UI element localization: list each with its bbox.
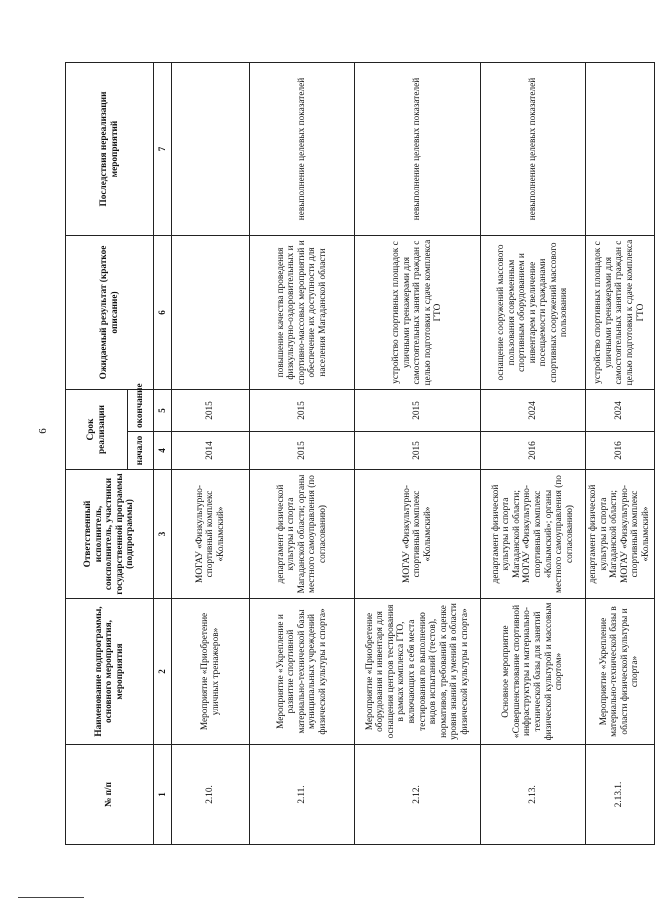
rotated-table-container bbox=[65, 63, 651, 845]
row-start: 2016 bbox=[481, 432, 586, 470]
column-number: 5 bbox=[154, 390, 172, 432]
column-number: 7 bbox=[154, 63, 172, 236]
scan-edge-line bbox=[18, 897, 84, 898]
row-start: 2015 bbox=[250, 432, 355, 470]
table-row bbox=[481, 63, 586, 845]
column-number: 4 bbox=[154, 432, 172, 470]
row-result: устройство спортивных площадок с уличными тренажерами для самостоятельных занятий граждан с целью подготовки к сдаче комплекса ГТО bbox=[355, 236, 481, 390]
table-row bbox=[355, 63, 481, 845]
row-name: Мероприятие «Укрепление материально-технической базы в области физической культуры и спорта» bbox=[586, 599, 655, 745]
row-end: 2015 bbox=[355, 390, 481, 432]
header-name: Наименование подпрограммы, основного мероприятия, мероприятия bbox=[66, 599, 154, 745]
column-number: 6 bbox=[154, 236, 172, 390]
row-responsible: МОГАУ «Физкультурно-спортивный комплекс «Колымский» bbox=[172, 470, 250, 599]
row-result: устройство спортивных площадок с уличными тренажерами для самостоятельных занятий граждан с целью подготовки к сдаче комплекса ГТО bbox=[586, 236, 655, 390]
header-num: № п/п bbox=[66, 745, 154, 845]
row-result: оснащение сооружений массового пользования современным спортивным оборудованием и инвентарем и увеличение посещаемости гражданами спортивных сооружений массового пользования bbox=[481, 236, 586, 390]
row-num: 2.12. bbox=[355, 745, 481, 845]
row-consequences: невыполнение целевых показателей bbox=[355, 63, 481, 236]
row-result bbox=[172, 236, 250, 390]
row-end: 2024 bbox=[586, 390, 655, 432]
table-row bbox=[172, 63, 250, 845]
header-result: Ожидаемый результат (краткое описание) bbox=[66, 236, 154, 390]
row-result: повышение качества проведения физкультурно-оздоровительных и спортивно-массовых мероприятий и обеспечение их доступности для населения Магаданской области bbox=[250, 236, 355, 390]
row-num: 2.10. bbox=[172, 745, 250, 845]
row-responsible: департамент физической культуры и спорта Магаданской области; МОГАУ «Физкультурно-спортивный комплекс «Колымский»; органы местного самоуправления (по согласованию) bbox=[481, 470, 586, 599]
row-name: Мероприятие «Укрепление и развитие спортивной материально-технической базы муниципальных учреждений физической культуры и спорта» bbox=[250, 599, 355, 745]
row-responsible: департамент физической культуры и спорта Магаданской области; МОГАУ «Физкультурно-спортивный комплекс «Колымский» bbox=[586, 470, 655, 599]
header-term: Срок реализации bbox=[66, 390, 128, 470]
row-consequences: невыполнение целевых показателей bbox=[481, 63, 586, 236]
column-number: 1 bbox=[154, 745, 172, 845]
row-name: Мероприятие «Приобретение уличных тренажеров» bbox=[172, 599, 250, 745]
row-end: 2015 bbox=[172, 390, 250, 432]
table-row bbox=[586, 63, 655, 845]
row-end: 2024 bbox=[481, 390, 586, 432]
row-name: Мероприятие «Приобретение оборудования и инвентаря для оснащения центров тестирования в рамках комплекса ГТО, включающих в себя места тестирования по выполнению видов испытаний (тестов), нормативов, требований к оценке уровня знаний и умений в области физической культуры и спорта» bbox=[355, 599, 481, 745]
row-responsible: МОГАУ «Физкультурно-спортивный комплекс «Колымский» bbox=[355, 470, 481, 599]
row-start: 2016 bbox=[586, 432, 655, 470]
column-number: 2 bbox=[154, 599, 172, 745]
row-num: 2.13.1. bbox=[586, 745, 655, 845]
activities-table bbox=[65, 62, 655, 845]
header-start: начало bbox=[128, 432, 154, 470]
row-responsible: департамент физической культуры и спорта Магаданской области; органы местного самоуправления (по согласованию) bbox=[250, 470, 355, 599]
table-row bbox=[250, 63, 355, 845]
row-consequences: невыполнение целевых показателей bbox=[250, 63, 355, 236]
header-responsible: Ответственный исполнитель, соисполнитель, участники государственной программы (подпрограммы) bbox=[66, 470, 154, 599]
row-consequences bbox=[172, 63, 250, 236]
row-num: 2.13. bbox=[481, 745, 586, 845]
row-end: 2015 bbox=[250, 390, 355, 432]
row-start: 2015 bbox=[355, 432, 481, 470]
header-end: окончание bbox=[128, 390, 154, 432]
page-number: 6 bbox=[36, 428, 49, 434]
header-consequences: Последствия нереализации мероприятий bbox=[66, 63, 154, 236]
row-num: 2.11. bbox=[250, 745, 355, 845]
row-start: 2014 bbox=[172, 432, 250, 470]
row-name: Основное мероприятие «Совершенствование спортивной инфраструктуры и материально-технической базы для занятий физической культурой и массовым спортом» bbox=[481, 599, 586, 745]
column-number: 3 bbox=[154, 470, 172, 599]
row-consequences bbox=[586, 63, 655, 236]
